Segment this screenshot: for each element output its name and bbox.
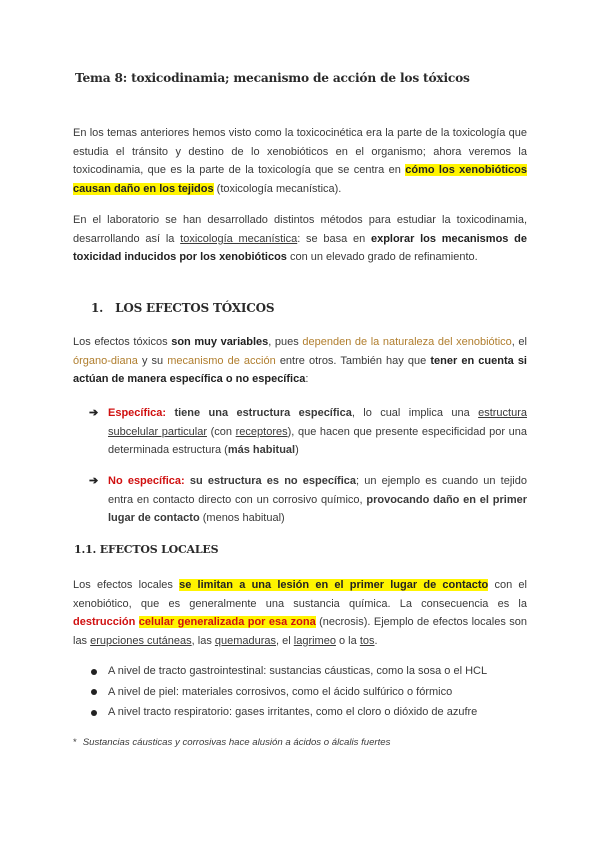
bullet-icon — [91, 669, 97, 675]
footnote — [73, 737, 533, 748]
sub-underline-1: erupciones cutáneas — [90, 634, 192, 647]
item-bold: tiene una estructura específica — [166, 407, 352, 419]
page-title: Tema 8: toxicodinamia; mecanismo de acción de los tóxicos — [75, 71, 470, 85]
item-text: , lo cual implica una — [351, 407, 479, 419]
sub-text-g: . — [374, 634, 378, 647]
sub-text-e: , el — [276, 634, 294, 647]
intro-p2-text-b: : se basa en — [297, 232, 371, 245]
bullet-icon — [91, 689, 97, 695]
sub-underline-3: lagrimeo — [293, 634, 336, 647]
list-item-no-especifica — [89, 472, 527, 528]
arrow-right-icon: ➔ — [89, 475, 99, 487]
item-text: (menos habitual) — [199, 512, 285, 525]
intro-p2-text-a: En el laboratorio se han desarrollado distintos métodos para estudiar la toxicodinamia, desarrollando así la — [73, 214, 527, 245]
item-bold-2: más habitual — [227, 444, 296, 457]
item-text: ) — [295, 444, 299, 457]
intro-p2-underline: toxicología mecanística — [180, 232, 298, 245]
s1-text-f: entre otros. También hay que — [275, 354, 431, 367]
item-bold: su estructura es no específica — [184, 475, 356, 487]
s1-bold-2: tener en cuenta si actúan de manera específica o no específica — [73, 354, 527, 386]
list-item — [89, 682, 529, 703]
sub-text-b: con el xenobiótico, que es generalmente una sustancia química. La consecuencia es la — [73, 579, 527, 610]
section-1-number: 1. — [91, 301, 104, 315]
item-label-no-especifica: No específica: — [108, 475, 185, 487]
sub-text-d: , las — [191, 634, 215, 647]
s1-text-h: : — [305, 373, 309, 386]
item-text: ; un ejemplo es cuando un tejido entra en contacto directo con un corrosivo químico, — [108, 475, 527, 506]
sub-text-a: Los efectos locales — [73, 579, 180, 591]
section-1-title: LOS EFECTOS TÓXICOS — [115, 301, 275, 315]
item-label-especifica: Específica: — [108, 407, 167, 419]
bullet-text: A nivel tracto respiratorio: gases irritantes, como el cloro o dióxido de azufre — [108, 706, 478, 718]
intro-p1-text-a: En los temas anteriores hemos visto como la toxicocinética era la parte de la toxicología que estudia el tránsito y destino de lo xenobióticos en el organismo; ahora veremos la toxicodinamia, que es la parte de la toxicología que se centra en — [73, 127, 527, 177]
bullet-text: A nivel de tracto gastrointestinal: sustancias cáusticas, como la sosa o el HCL — [108, 665, 488, 677]
asterisk-icon: * — [73, 737, 77, 748]
subsection-paragraph — [73, 576, 527, 650]
sub-red-1: destrucción — [73, 616, 136, 629]
s1-gold-3: mecanismo de acción — [167, 354, 276, 367]
item-text: (con — [207, 425, 236, 438]
s1-text-d: , el — [511, 336, 527, 348]
s1-bold-1: son muy variables — [171, 336, 269, 348]
item-text: ), que hacen que presente especificidad por una determinada estructura ( — [108, 425, 527, 457]
sub-text-f: o la — [335, 634, 360, 647]
s1-text-a: Los efectos tóxicos — [73, 336, 172, 348]
intro-p1-highlight: cómo los xenobióticos causan daño en los tejidos — [73, 164, 527, 195]
intro-paragraph-1 — [73, 124, 527, 198]
sub-text-c: (necrosis). Ejemplo de efectos locales son las — [73, 616, 527, 647]
subsection-heading: 1.1. EFECTOS LOCALES — [74, 543, 219, 556]
arrow-right-icon: ➔ — [89, 407, 99, 419]
list-item-body — [108, 472, 527, 528]
s1-text-c: , pues — [268, 336, 303, 348]
bullet-icon — [91, 710, 97, 716]
intro-p1-text-b: (toxicología mecanística). — [213, 182, 342, 195]
list-item — [89, 661, 529, 682]
section-1-heading — [91, 301, 274, 315]
bullet-text: A nivel de piel: materiales corrosivos, como el ácido sulfúrico o fórmico — [108, 685, 453, 698]
sub-highlight: se limitan a una lesión en el primer lugar de contacto — [179, 579, 489, 591]
footnote-text: Sustancias cáusticas y corrosivas hace alusión a ácidos o álcalis fuertes — [82, 737, 391, 748]
list-item — [89, 702, 529, 723]
intro-p2-bold: explorar los mecanismos de toxicidad inducidos por los xenobióticos — [73, 232, 527, 264]
sub-underline-4: tos — [359, 634, 375, 647]
list-item-body — [108, 404, 527, 460]
bullet-list — [89, 661, 529, 723]
list-item-especifica — [89, 404, 527, 460]
s1-text-e: y su — [137, 354, 168, 367]
s1-gold-1: dependen de la naturaleza del xenobiótico — [302, 336, 512, 348]
sub-underline-2: quemaduras — [214, 634, 277, 647]
item-underline-2: receptores — [235, 425, 288, 438]
item-underline-1: estructura subcelular particular — [108, 407, 527, 438]
s1-gold-2: órgano-diana — [73, 354, 138, 367]
item-bold-2: provocando daño en el primer lugar de contacto — [108, 493, 527, 525]
intro-paragraph-2 — [73, 211, 527, 267]
intro-p2-text-c: con un elevado grado de refinamiento. — [286, 251, 478, 264]
section-1-paragraph — [73, 333, 527, 389]
sub-red-highlight: celular generalizada por esa zona — [138, 616, 316, 629]
